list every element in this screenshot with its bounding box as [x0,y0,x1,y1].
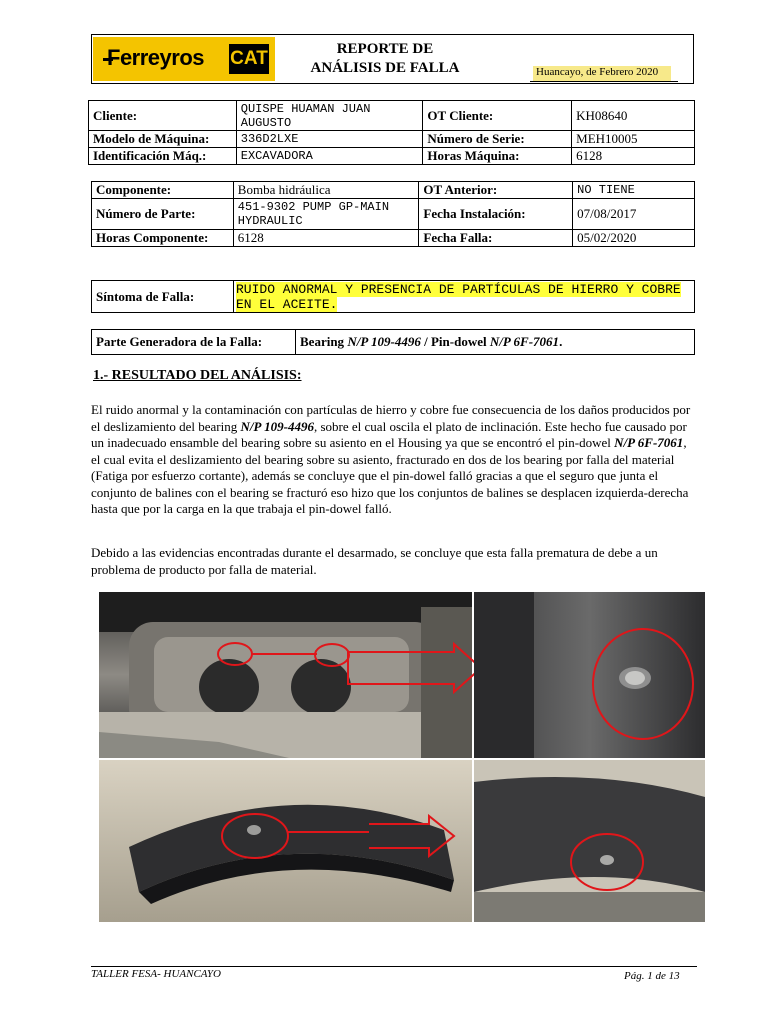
modelo-label: Modelo de Máquina: [89,131,237,148]
ferreyros-cat-logo [93,37,275,81]
footer-left: TALLER FESA- HUANCAYO [91,968,221,980]
modelo-value: 336D2LXE [236,131,423,148]
logo-text: Ferreyros [107,45,205,70]
place-date: Huancayo, de Febrero 2020 [536,66,659,78]
cliente-label: Cliente: [89,101,237,131]
report-title [280,40,490,78]
title-line-2: ANÁLISIS DE FALLA [310,60,460,76]
p1-text-e: , el cual evita el deslizamiento del bearing sobre su asiento, fracturado en dos de los bearing por falla del material (Fatiga por esfuerzo cortante), además se concluye que el pin-dowel falló gracias a que el seguro que junta el conjunto de balines con el bearing se fracturó eso hizo que los conjuntos de balines se desplacen izquierda-derecha hasta que por la carga en la que trabaja el pin-dowel falló. [91,435,689,516]
part-bearing: Bearing [300,334,348,349]
horas-maquina-value: 6128 [572,148,695,165]
ot-anterior-label: OT Anterior: [419,182,573,199]
ident-value: EXCAVADORA [236,148,423,165]
fecha-falla-label: Fecha Falla: [419,230,573,247]
bearing-closeup-photo [474,760,705,922]
fecha-instalacion-value: 07/08/2017 [573,199,695,230]
parte-generadora-value [296,330,695,355]
numero-parte-value: 451-9302 PUMP GP-MAIN HYDRAULIC [233,199,419,230]
housing-photo [99,592,481,758]
numero-parte-label: Número de Parte: [92,199,234,230]
horas-maquina-label: Horas Máquina: [423,148,572,165]
footer-line [91,966,697,967]
part-period: . [559,334,563,349]
section-title: 1.- RESULTADO DEL ANÁLISIS: [93,368,302,383]
bearing-photo [99,760,472,922]
part-np-pin: N/P 6F-7061 [489,334,560,349]
part-pin-dowel: / Pin-dowel [420,334,490,349]
parte-generadora-label: Parte Generadora de la Falla: [92,330,296,355]
p1-np-pin: N/P 6F-7061 [614,435,684,450]
parte-generadora-table [91,329,695,355]
serie-label: Número de Serie: [423,131,572,148]
fecha-instalacion-label: Fecha Instalación: [419,199,573,230]
pin-closeup-photo [474,592,705,758]
failure-photo-collage [99,592,705,922]
horas-componente-value: 6128 [233,230,419,247]
place-underline [530,81,678,82]
title-line-1: REPORTE DE [336,41,434,57]
paragraph-1 [91,402,697,518]
ident-label: Identificación Máq.: [89,148,237,165]
serie-value: MEH10005 [572,131,695,148]
ot-cliente-label: OT Cliente: [423,101,572,131]
sintoma-label: Síntoma de Falla: [92,281,234,313]
cat-logo: CAT [229,44,269,74]
p1-np-bearing: N/P 109-4496 [240,418,314,434]
ot-anterior-value: NO TIENE [573,182,695,199]
paragraph-2: Debido a las evidencias encontradas durante el desarmado, se concluye que esta falla prematura de debe a un problema de producto por falla de material. [91,545,658,577]
cliente-value: QUISPE HUAMAN JUAN AUGUSTO [236,101,423,131]
componente-label: Componente: [92,182,234,199]
ot-cliente-value: KH08640 [572,101,695,131]
component-info-table [91,181,695,247]
machine-info-table [88,100,695,165]
componente-value: Bomba hidráulica [233,182,419,199]
sintoma-table [91,280,695,313]
page-number: Pág. 1 de 13 [624,970,680,982]
fecha-falla-value: 05/02/2020 [573,230,695,247]
sintoma-value: RUIDO ANORMAL Y PRESENCIA DE PARTÍCULAS DE HIERRO Y COBRE EN EL ACEITE. [236,281,681,312]
part-np-bearing: N/P 109-4496 [347,334,421,349]
p1-text-a: El ruido anormal y la contaminación con partículas de hierro y cobre fue consecuencia de los daños producidos por el deslizamiento del bearing [91,402,691,434]
horas-componente-label: Horas Componente: [92,230,234,247]
sintoma-value-cell [234,281,695,313]
p1-text-c: , sobre el cual oscila el plato de inclinación. Este hecho fue causado por un inadecuado ensamble del bearing sobre su asiento en el Housing ya que se encontró el pin-dowel [91,418,687,450]
